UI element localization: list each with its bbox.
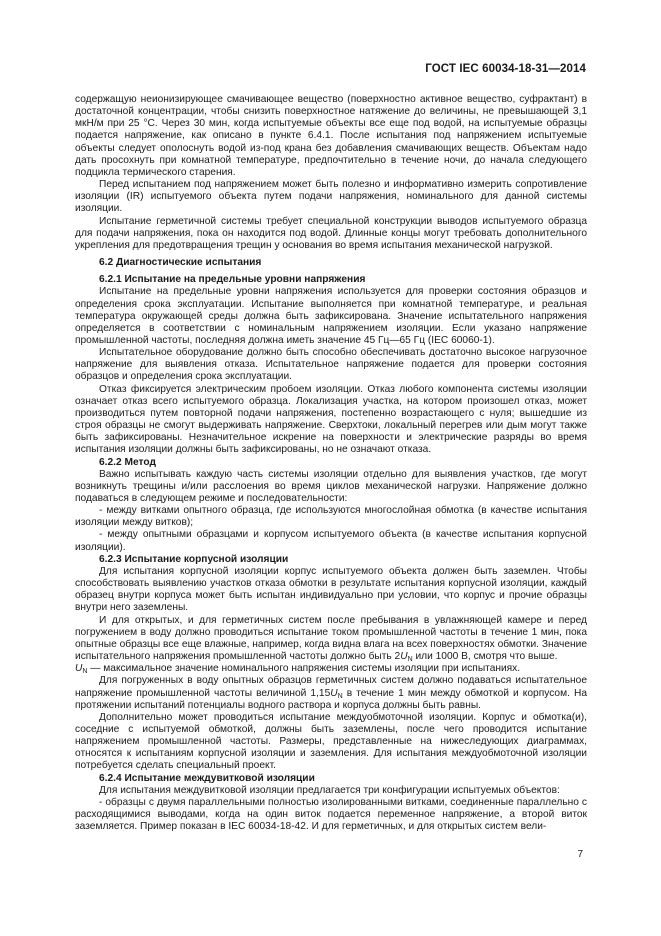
text-run: — максимальное значение номинального напряжения системы изоляции при испытаниях. (87, 663, 521, 675)
subscript-n: N (407, 656, 413, 664)
list-item: - между опытными образцами и корпусом испытуемого объекта (в качестве испытания корпусной изоляции). (75, 529, 587, 553)
symbol-u: U (330, 687, 338, 699)
paragraph: Важно испытывать каждую часть системы изоляции отдельно для выявления участков, где могут возникнуть трещины и/или расслоения во время циклов механической нагрузки. Напряжение должно подаваться в следующем режиме и последовательности: (75, 468, 587, 504)
section-heading-6-2-1: 6.2.1 Испытание на предельные уровни напряжения (99, 274, 366, 286)
paragraph: Испытание герметичной системы требует специальной конструкции выводов испытуемого образца для подачи напряжения, пока он находится под водой. Длинные концы могут требовать дополнительного укрепления для предотвращения трещин у основания во время испытания механической нагрузкой. (75, 215, 587, 251)
list-item: - образцы с двумя параллельными полностью изолированными витками, соединенные параллельно с расходящимися выводами, когда на один виток подается переменное напряжение, а второй виток заземляется. Пример показан в IEC 60034-18-42. И для герметичных, и для открытых систем вели- (75, 796, 587, 833)
section-heading-6-2: 6.2 Диагностические испытания (99, 257, 262, 269)
standard-header: ГОСТ IEC 60034-18-31—2014 (425, 63, 586, 75)
text-run: Для погруженных в воду опытных образцов герметичных систем должно подаваться испытательное напряжение промышленной частоты величиной 1,15 (75, 675, 587, 699)
text-run: или 1000 В, смотря что выше. (412, 651, 558, 663)
paragraph: Перед испытанием под напряжением может быть полезно и информативно измерить сопротивление изоляции (IR) испытуемого объекта путем подачи напряжения, номинального для данной системы изоляции. (75, 179, 587, 215)
paragraph: Дополнительно может проводиться испытание междуобмоточной изоляции. Корпус и обмотка(и), соседние с испытуемой обмоткой, должны быть заземлены, после чего проводится испытание напряжением промышленной частоты. Размеры, представленные на нижеследующих диаграммах, относятся к испытаниям корпусной изоляции и заземления. Для испытания междуобмоточной изоляции потребуется сделать специальный проект. (75, 711, 587, 772)
paragraph (75, 615, 587, 664)
paragraph: Испытательное оборудование должно быть способно обеспечивать достаточно высокое нагрузочное напряжение для выявления отказа. Испытательное напряжение подается для проверки состояния образцов и определения срока эксплуатации. (75, 347, 587, 383)
document-body (75, 94, 587, 833)
text-run: в течение 1 мин между обмоткой и корпусом. На протяжении испытаний потенциалы водного раствора и корпуса должны быть равны. (75, 687, 587, 711)
paragraph: Для испытания корпусной изоляции корпус испытуемого объекта должен быть заземлен. Чтобы способствовать выявлению участков отказа обмотки в результате испытания корпусной изоляции, каждый образец внутри корпуса может быть испытан индивидуально при условии, что корпус и прочие образцы внутри него заземлены. (75, 565, 587, 614)
symbol-u: U (400, 651, 408, 663)
paragraph: содержащую неионизирующее смачивающее вещество (поверхностно активное вещество, суфрактант) в достаточной концентрации, чтобы снизить поверхностное натяжение до величины, не превышающей 3,1 мкН/м при 25 °С. Через 30 мин, когда испытуемые объекты все еще под водой, на испытуемые образцы подается напряжение, как описано в пункте 6.4.1. После испытания под напряжением испытуемые объекты следует ополоснуть водой из-под крана без добавления смачивающих веществ. Объектам надо дать просохнуть при комнатной температуре, предпочтительно в течение ночи, до начала следующего подцикла термического старения. (75, 94, 587, 178)
paragraph (75, 675, 587, 711)
page-number: 7 (577, 849, 583, 860)
paragraph (75, 663, 587, 675)
section-heading-6-2-2: 6.2.2 Метод (99, 456, 156, 468)
paragraph: Отказ фиксируется электрическим пробоем изоляции. Отказ любого компонента системы изоляции означает отказ всего испытуемого образца. Локализация участка, на котором произошел отказ, может производиться путем повторной подачи напряжения, постепенно возрастающего с нуля; вышедшие из строя образцы не смогут выдерживать напряжение. Сверхтоки, локальный перегрев или дым могут также быть зафиксированы. Незначительное искрение на поверхности и электрические разряды во время испытания изоляции должны быть зафиксированы, но не означают отказа. (75, 383, 587, 456)
subscript-n: N (337, 692, 343, 700)
paragraph: Испытание на предельные уровни напряжения используется для проверки состояния образцов и определения срока эксплуатации. Испытание выполняется при комнатной температуре, и реальная температура окружающей среды должна быть зафиксирована. Значение испытательного напряжения определяется в соответствии с номинальным напряжением изоляции. Если указано напряжение промышленной частоты, последняя должна иметь значение 45 Гц—65 Гц (IEC 60060-1). (75, 286, 587, 346)
subscript-n: N (82, 668, 88, 676)
symbol-u: U (75, 663, 83, 675)
section-heading-6-2-3: 6.2.3 Испытание корпусной изоляции (99, 553, 289, 565)
text-run: И для открытых, и для герметичных систем после пребывания в увлажняющей камере и перед погружением в воду должно проводиться испытание током промышленной частоты в течение 1 мин, пока опытные образцы все еще влажные, например, когда видна влага на всех поверхностях обмотки. Значение испытательного напряжения промышленной частоты должно быть 2 (75, 614, 587, 663)
section-heading-6-2-4: 6.2.4 Испытание междувитковой изоляции (99, 772, 315, 784)
list-item: - между витками опытного образца, где используются многослойная обмотка (в качестве испытания изоляции между витков); (75, 505, 587, 529)
paragraph: Для испытания междувитковой изоляции предлагается три конфигурации испытуемых объектов: (99, 784, 560, 796)
